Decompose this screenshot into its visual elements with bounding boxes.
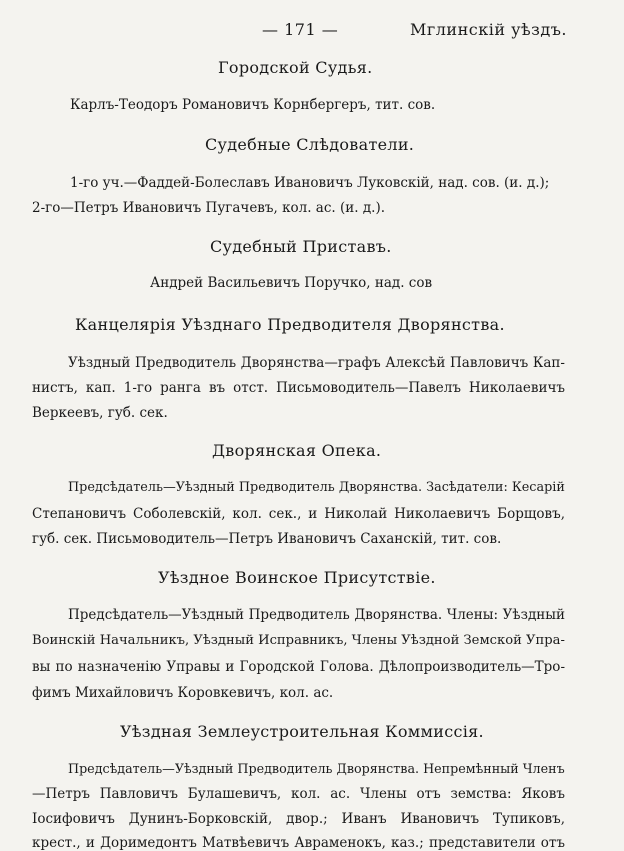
- text-line: Предсѣдатель—Уѣздный Предводитель Дворянства. Члены: Уѣздный: [68, 607, 565, 623]
- text-line: —Петръ Павловичъ Булашевичъ, кол. ас. Члены отъ земства: Яковъ: [32, 786, 565, 802]
- section-heading: Судебный Приставъ.: [210, 237, 392, 256]
- text-line: Воинскій Начальникъ, Уѣздный Исправникъ, Члены Уѣздной Земской Упра-: [32, 633, 565, 648]
- section-heading: Уѣздная Землеустроительная Коммиссія.: [120, 722, 484, 741]
- text-line: Карлъ-Теодоръ Романовичъ Корнбергеръ, тит. сов.: [70, 97, 436, 113]
- text-line: Предсѣдатель—Уѣздный Предводитель Дворянства. Засѣдатели: Кесарій: [68, 480, 565, 495]
- text-line: 2-го—Петръ Ивановичъ Пугачевъ, кол. ас. (и. д.).: [32, 200, 386, 216]
- text-line: крест., и Доримедонтъ Матвѣевичъ Авраменокъ, каз.; представители отъ: [32, 835, 565, 851]
- text-line: Андрей Васильевичъ Поручко, над. сов: [150, 275, 433, 291]
- district-title: Мглинскій уѣздъ.: [410, 20, 567, 39]
- page-number: — 171 —: [262, 20, 339, 39]
- text-line: вы по назначенію Управы и Городской Голова. Дѣлопроизводитель—Тро-: [32, 659, 565, 675]
- section-heading: Городской Судья.: [218, 58, 373, 77]
- text-line: Уѣздный Предводитель Дворянства—графъ Алексѣй Павловичъ Кап-: [68, 355, 565, 371]
- text-line: Іосифовичъ Дунинъ-Борковскій, двор.; Иванъ Ивановичъ Тупиковъ,: [32, 811, 565, 827]
- text-line: фимъ Михайловичъ Коровкевичъ, кол. ас.: [32, 685, 334, 701]
- section-heading: Уѣздное Воинское Присутствіе.: [158, 568, 436, 587]
- section-heading: Дворянская Опека.: [212, 441, 382, 460]
- section-heading: Судебные Слѣдователи.: [205, 135, 415, 154]
- text-line: 1-го уч.—Фаддей-Болеславъ Ивановичъ Луковскій, над. сов. (и. д.);: [70, 175, 550, 191]
- section-heading: Канцелярія Уѣзднаго Предводителя Дворянства.: [75, 315, 505, 334]
- text-line: Предсѣдатель—Уѣздный Предводитель Дворянства. Непремѣнный Членъ: [68, 761, 565, 776]
- text-line: губ. сек. Письмоводитель—Петръ Ивановичъ Саханскій, тит. сов.: [32, 531, 502, 547]
- text-line: Веркеевъ, губ. сек.: [32, 405, 168, 421]
- text-line: нистъ, кап. 1-го ранга въ отст. Письмоводитель—Павелъ Николаевичъ: [32, 380, 565, 396]
- text-line: Степановичъ Соболевскій, кол. сек., и Николай Николаевичъ Борщовъ,: [32, 506, 565, 522]
